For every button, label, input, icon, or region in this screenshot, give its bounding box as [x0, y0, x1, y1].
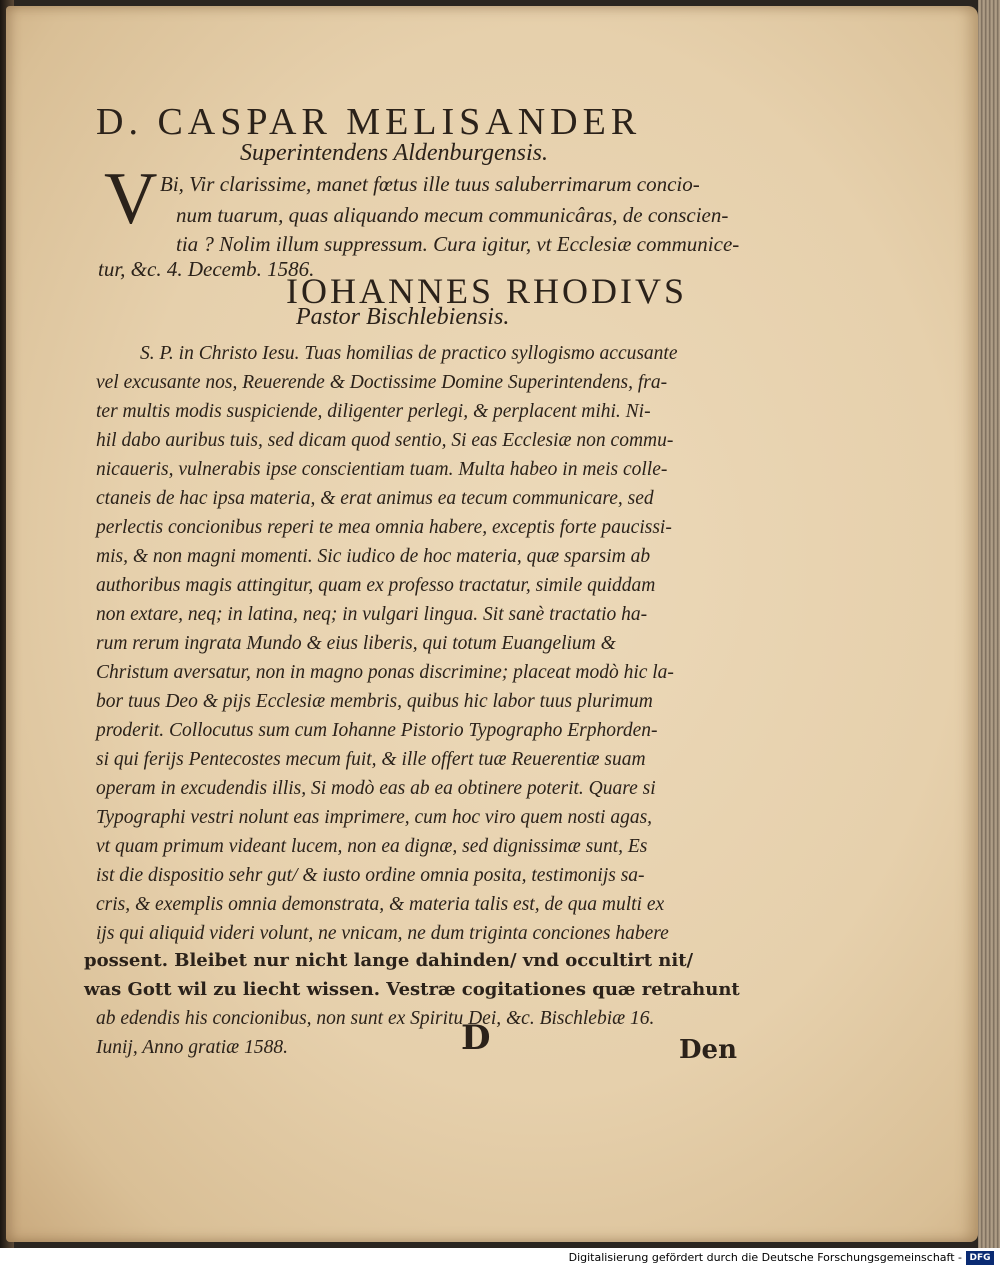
letter2-line: Typographi vestri nolunt eas imprimere, cum hoc viro quem nosti agas,: [96, 807, 653, 828]
letter2-line: ab edendis his concionibus, non sunt ex Spiritu Dei, &c. Bischlebiæ 16.: [96, 1008, 655, 1029]
letter2-line: ist die dispositio sehr gut/ & iusto ordine omnia posita, testimonijs sa-: [96, 865, 645, 886]
heading-name-melisander: D. CASPAR MELISANDER: [96, 101, 642, 143]
letter1-line: num tuarum, quas aliquando mecum communicâras, de conscien-: [176, 203, 729, 227]
letter2-line: hil dabo auribus tuis, sed dicam quod sentio, Si eas Ecclesiæ non commu-: [96, 430, 674, 451]
letter2-line: rum rerum ingrata Mundo & eius liberis, qui totum Euangelium &: [96, 633, 616, 654]
letter2-line: cris, & exemplis omnia demonstrata, & materia talis est, de qua multi ex: [96, 894, 665, 915]
letter2-line-german: possent. Bleibet nur nicht lange dahinden/ vnd occultirt nit/: [84, 950, 694, 971]
letter1-line: Bi, Vir clarissime, manet fœtus ille tuus saluberrimarum concio-: [160, 172, 700, 196]
dfg-logo: DFG: [966, 1251, 994, 1265]
heading-title-melisander: Superintendens Aldenburgensis.: [240, 140, 548, 166]
letter2-line: operam in excudendis illis, Si modò eas ab ea obtinere poterit. Quare si: [96, 778, 656, 799]
letter1-line: tur, &c. 4. Decemb. 1586.: [98, 257, 315, 281]
letter2-line: non extare, neq; in latina, neq; in vulgari lingua. Sit sanè tractatio ha-: [96, 604, 648, 625]
page-fore-edge: [978, 0, 1000, 1248]
heading-title-rhodius: Pastor Bischlebiensis.: [296, 304, 510, 330]
letter2-line: vel excusante nos, Reuerende & Doctissime Domine Superintendens, fra-: [96, 372, 668, 393]
digitization-footer: [0, 1248, 1000, 1269]
letter2-line: mis, & non magni momenti. Sic iudico de hoc materia, quæ sparsim ab: [96, 546, 651, 567]
heading-name-rhodius: IOHANNES RHODIVS: [286, 271, 688, 311]
letter2-line: Iunij, Anno gratiæ 1588.: [96, 1037, 288, 1058]
letter2-line: si qui ferijs Pentecostes mecum fuit, & ille offert tuæ Reuerentiæ suam: [96, 749, 646, 770]
letter2-line: S. P. in Christo Iesu. Tuas homilias de practico syllogismo accusante: [140, 343, 678, 364]
letter1-line: tia ? Nolim illum suppressum. Cura igitur, vt Ecclesiæ communice-: [176, 232, 740, 256]
footer-credit: Digitalisierung gefördert durch die Deutsche Forschungsgemeinschaft -: [568, 1251, 962, 1264]
letter2-line: ctaneis de hac ipsa materia, & erat animus ea tecum communicare, sed: [96, 488, 654, 509]
letter2-line: bor tuus Deo & pijs Ecclesiæ membris, quibus hic labor tuus plurimum: [96, 691, 653, 712]
letter2-line: nicaueris, vulnerabis ipse conscientiam tuam. Multa habeo in meis colle-: [96, 459, 668, 480]
letter2-line: perlectis concionibus reperi te mea omnia habere, exceptis forte paucissi-: [96, 517, 672, 538]
letter2-line: proderit. Collocutus sum cum Iohanne Pistorio Typographo Erphorden-: [96, 720, 658, 741]
catchword: Den: [679, 1035, 737, 1065]
letter2-line: Christum aversatur, non in magno ponas discrimine; placeat modò hic la-: [96, 662, 674, 683]
letter2-line: authoribus magis attingitur, quam ex professo tractatur, simile quiddam: [96, 575, 656, 596]
letter2-line: vt quam primum videant lucem, non ea dignæ, sed dignissimæ sunt, Es: [96, 836, 648, 857]
signature-mark: D: [461, 1018, 491, 1058]
letter2-line-german: was Gott wil zu liecht wissen. Vestræ cogitationes quæ retrahunt: [84, 979, 740, 1000]
letter2-line: ijs qui aliquid videri volunt, ne vnicam, ne dum triginta conciones habere: [96, 923, 669, 944]
letter2-line: ter multis modis suspiciende, diligenter perlegi, & perplacent mihi. Ni-: [96, 401, 651, 422]
drop-capital: V: [104, 158, 158, 240]
